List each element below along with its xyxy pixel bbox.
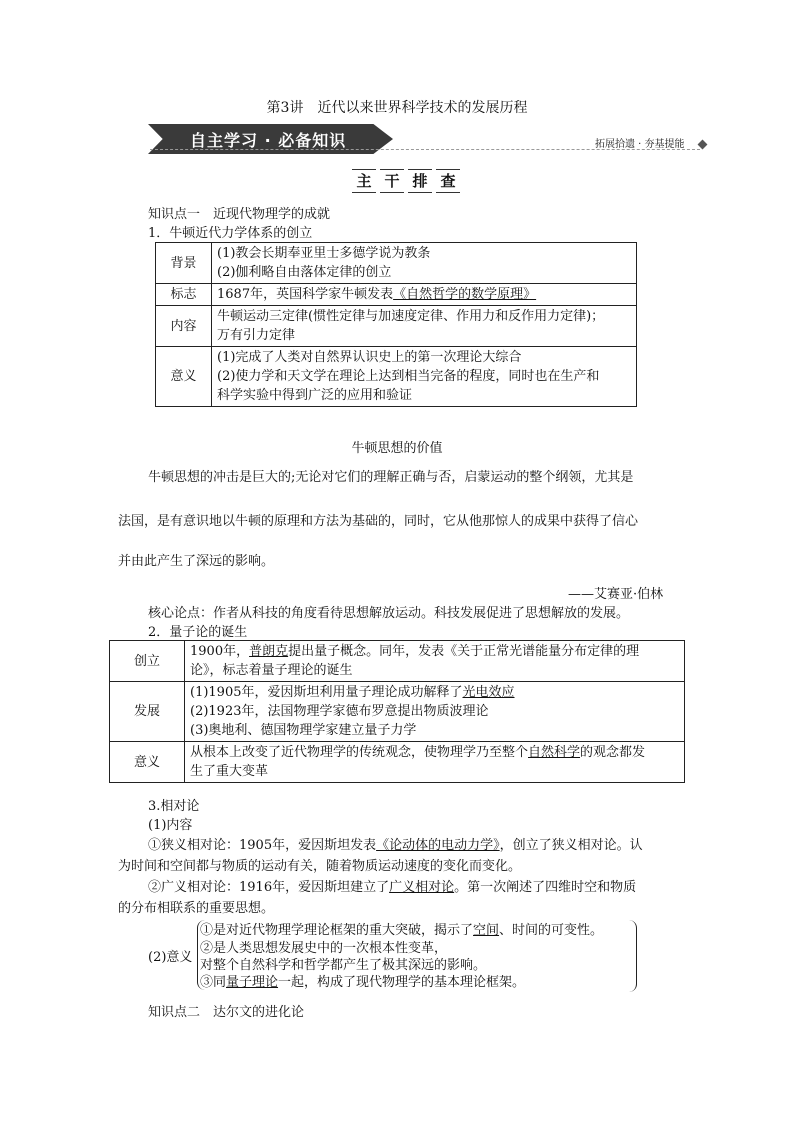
text: ②广义相对论：1916年，爱因斯坦建立了 <box>148 880 390 895</box>
cell-line: 科学实验中得到广泛的应用和验证 <box>217 388 413 403</box>
kp1-sub2: 2．量子论的诞生 <box>148 625 248 640</box>
quote-line: 并由此产生了深远的影响。 <box>118 554 275 569</box>
cell-text: 1687年，英国科学家牛顿发表 <box>217 287 394 302</box>
cell-line: 论》，标志着量子理论的诞生 <box>190 663 353 678</box>
cell-line: (2)使力学和天文学在理论上达到相当完备的程度，同时也在生产和 <box>217 369 600 384</box>
cell-line: (2)1923年，法国物理学家德布罗意提出物质波理论 <box>190 704 489 719</box>
cell-line: (3)奥地利、德国物理学家建立量子力学 <box>190 723 417 738</box>
zhugan-char: 主 <box>352 169 376 193</box>
text: ①是对近代物理学理论框架的重大突破，揭示了 <box>200 923 474 938</box>
table-row <box>156 243 637 284</box>
core-argument: 核心论点：作者从科技的角度看待思想解放运动。科技发展促进了思想解放的发展。 <box>148 606 630 621</box>
zhugan-char: 干 <box>380 169 404 193</box>
table-cell <box>212 306 637 347</box>
significance-line: 对整个自然科学和哲学都产生了极其深远的影响。 <box>200 958 487 973</box>
underline: 量子理论 <box>226 975 279 990</box>
text: 、时间的可变性。 <box>499 923 604 938</box>
text: ③同 <box>200 975 227 990</box>
relativity-line: 为时间和空间都与物质的运动有关，随着物质运动速度的变化而变化。 <box>118 859 522 874</box>
relativity-line <box>148 834 643 853</box>
cell-line: 牛顿运动三定律(惯性定律与加速度定律、作用力和反作用力定律)； <box>217 309 605 324</box>
text: ，创立了狭义相对论。认 <box>499 838 643 853</box>
kp1-title: 知识点一 近现代物理学的成就 <box>148 207 331 222</box>
underline: 广义相对论 <box>389 880 455 895</box>
cell-text: 的观念都发 <box>580 745 646 760</box>
table-key: 内容 <box>156 306 212 347</box>
relativity-line <box>148 876 636 895</box>
cell-line: (1)完成了人类对自然界认识史上的第一次理论大综合 <box>217 350 522 365</box>
table-key: 发展 <box>110 682 185 742</box>
kp1-sub3: 3.相对论 <box>148 799 200 814</box>
cell-underline: 光电效应 <box>462 685 515 700</box>
underline: 空间 <box>473 923 500 938</box>
table-cell <box>212 243 637 284</box>
quantum-table <box>109 640 685 783</box>
table-key: 创立 <box>110 641 185 682</box>
table-row <box>110 742 685 783</box>
cell-text: 从根本上改变了近代物理学的传统观念，使物理学乃至整个 <box>190 745 529 760</box>
text: 。第一次阐述了四维时空和物质 <box>454 880 637 895</box>
relativity-content-heading: (1)内容 <box>148 818 193 833</box>
table-row <box>156 306 637 347</box>
relativity-line: 的分布相联系的重要思想。 <box>118 901 275 916</box>
cell-line: (1)教会长期奉亚里士多德学说为教条 <box>217 246 431 261</box>
table-row <box>110 682 685 742</box>
kp1-sub1: 1．牛顿近代力学体系的创立 <box>148 226 313 241</box>
table-cell <box>212 347 637 407</box>
zhugan-heading <box>352 169 464 193</box>
quote-title: 牛顿思想的价值 <box>351 441 443 456</box>
quote-author: ——艾赛亚·伯林 <box>568 587 664 602</box>
cell-underline: 《自然哲学的数学原理》 <box>393 287 537 302</box>
cell-line: 万有引力定律 <box>217 328 296 343</box>
text: ①狭义相对论：1905年，爱因斯坦发表 <box>148 838 377 853</box>
table-cell <box>185 742 685 783</box>
cell-text: 提出量子概念。同年，发表《关于正常光谱能量分布定律的理 <box>288 644 640 659</box>
cell-underline: 普朗克 <box>249 644 289 659</box>
significance-line <box>200 919 603 938</box>
table-row <box>110 641 685 682</box>
table-cell <box>185 682 685 742</box>
cell-line: (2)伽利略自由落体定律的创立 <box>217 265 392 280</box>
quote-line: 牛顿思想的冲击是巨大的;无论对它们的理解正确与否，启蒙运动的整个纲领，尤其是 <box>148 470 634 485</box>
table-key: 背景 <box>156 243 212 284</box>
table-cell <box>185 641 685 682</box>
page-title: 第3讲 近代以来世界科学技术的发展历程 <box>266 100 528 116</box>
section-banner-label: 自主学习 · 必备知识 <box>190 131 347 150</box>
significance-line <box>200 971 525 990</box>
table-cell <box>212 284 637 306</box>
table-key: 标志 <box>156 284 212 306</box>
zhugan-char: 查 <box>436 169 460 193</box>
kp2-title: 知识点二 达尔文的进化论 <box>148 1005 305 1020</box>
cell-line <box>190 683 679 702</box>
right-brace <box>628 920 637 992</box>
cell-line <box>190 642 679 661</box>
cell-line <box>190 743 679 762</box>
banner-tag: 拓展拾遗 · 夯基提能 <box>595 139 685 150</box>
cell-underline: 自然科学 <box>528 745 581 760</box>
cell-text: 1900年， <box>190 644 250 659</box>
table-row <box>156 347 637 407</box>
quote-line: 法国，是有意识地以牛顿的原理和方法为基础的，同时，它从他那惊人的成果中获得了信心 <box>118 514 639 529</box>
underline: 《论动体的电动力学》 <box>376 838 500 853</box>
table-key: 意义 <box>156 347 212 407</box>
significance-line: ②是人类思想发展史中的一次根本性变革， <box>200 941 448 956</box>
zhugan-char: 排 <box>408 169 432 193</box>
significance-label: (2)意义 <box>148 950 193 965</box>
cell-text: (1)1905年，爱因斯坦利用量子理论成功解释了 <box>190 685 463 700</box>
table-row <box>156 284 637 306</box>
text: 一起，构成了现代物理学的基本理论框架。 <box>278 975 526 990</box>
newton-table <box>155 242 637 407</box>
table-key: 意义 <box>110 742 185 783</box>
diamond-icon <box>698 140 708 150</box>
cell-line: 生了重大变革 <box>190 764 269 779</box>
